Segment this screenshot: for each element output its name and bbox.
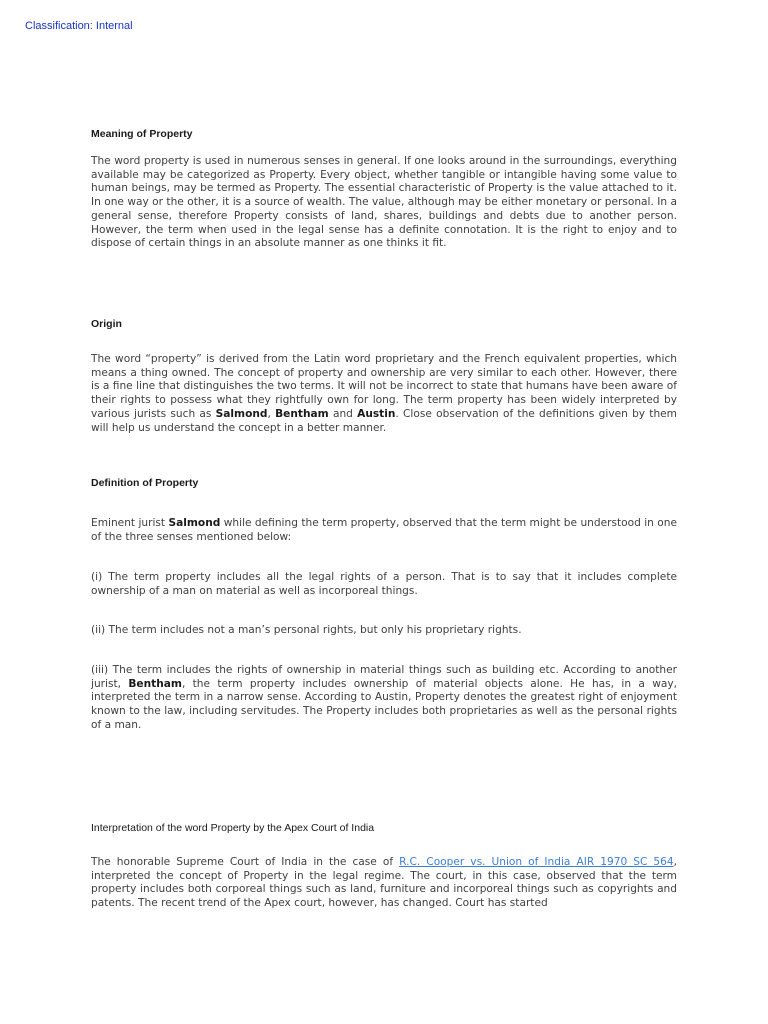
jurist-salmond: Salmond [215,407,268,420]
origin-sep1: , [267,407,276,420]
paragraph-definition-intro [91,517,677,544]
interpretation-text-part1: The honorable Supreme Court of India in the case of [91,856,400,868]
heading-interpretation: Interpretation of the word Property by the Apex Court of India [91,822,375,834]
origin-text-part2: . Close observation of the definitions given by them will help us understand the concept in a better manner. [91,407,677,434]
definition-intro-part2: while defining the term property, observed that the term might be understood in one of the three senses mentioned below: [91,517,677,543]
definition-item-1: (i) The term property includes all the legal rights of a person. That is to say that it includes complete ownership of a man on material as well as incorporeal things. [91,571,677,597]
item3-text-part1: (iii) The term includes the rights of ownership in material things such as building etc. According to another jurist, [91,664,677,690]
interpretation-text-part2: , interpreted the concept of Property in the legal regime. The court, in this case, observed that the term property includes both corporeal things such as land, furniture and incorporeal things such as copyrights and patents. The recent trend of the Apex court, however, has changed. Court has started [91,856,677,910]
definition-item-3 [91,664,677,733]
origin-sep2: and [328,407,358,420]
jurist-bentham: Bentham [275,407,329,420]
item3-jurist-bentham: Bentham [128,677,182,690]
item3-text-part2: , the term property includes ownership of material objects alone. He has, in a way, interpreted the term in a narrow sense. According to Austin, Property denotes the greatest right of enjoyment known to the law, including servitudes. The Property includes both proprietaries as well as the personal rights of a man. [91,677,677,731]
paragraph-interpretation [91,856,677,911]
intro-jurist-salmond: Salmond [168,517,221,529]
paragraph-origin [91,353,677,435]
origin-text-part1: The word “property” is derived from the Latin word proprietary and the French equivalent properties, which means a thing owned. The concept of property and ownership are very similar to each other. However, there is a fine line that distinguishes the two terms. It will not be incorrect to state that humans have been aware of their rights to possess what they rightfully own for long. The term property has been widely interpreted by various jurists such as [91,353,677,420]
definition-item-2: (ii) The term includes not a man’s personal rights, but only his proprietary rights. [91,624,522,636]
jurist-austin: Austin [357,407,396,420]
case-link-rc-cooper[interactable]: R.C. Cooper vs. Union of India AIR 1970 SC 564 [399,856,674,868]
definition-intro-part1: Eminent jurist [91,517,169,529]
heading-definition-of-property: Definition of Property [91,477,199,489]
paragraph-meaning: The word property is used in numerous senses in general. If one looks around in the surroundings, everything available may be categorized as Property. Every object, whether tangible or intangible having some value to human beings, may be termed as Property. The essential characteristic of Property is the value attached to it. In one way or the other, it is a source of wealth. The value, although may be either monetary or personal. In a general sense, therefore Property consists of land, shares, buildings and debts due to another person. However, the term when used in the legal sense has a definite connotation. It is the right to enjoy and to dispose of certain things in an absolute manner as one thinks it fit. [91,155,677,250]
classification-label: Classification: Internal [25,20,133,32]
heading-meaning-of-property: Meaning of Property [91,128,193,140]
heading-origin: Origin [91,318,122,330]
